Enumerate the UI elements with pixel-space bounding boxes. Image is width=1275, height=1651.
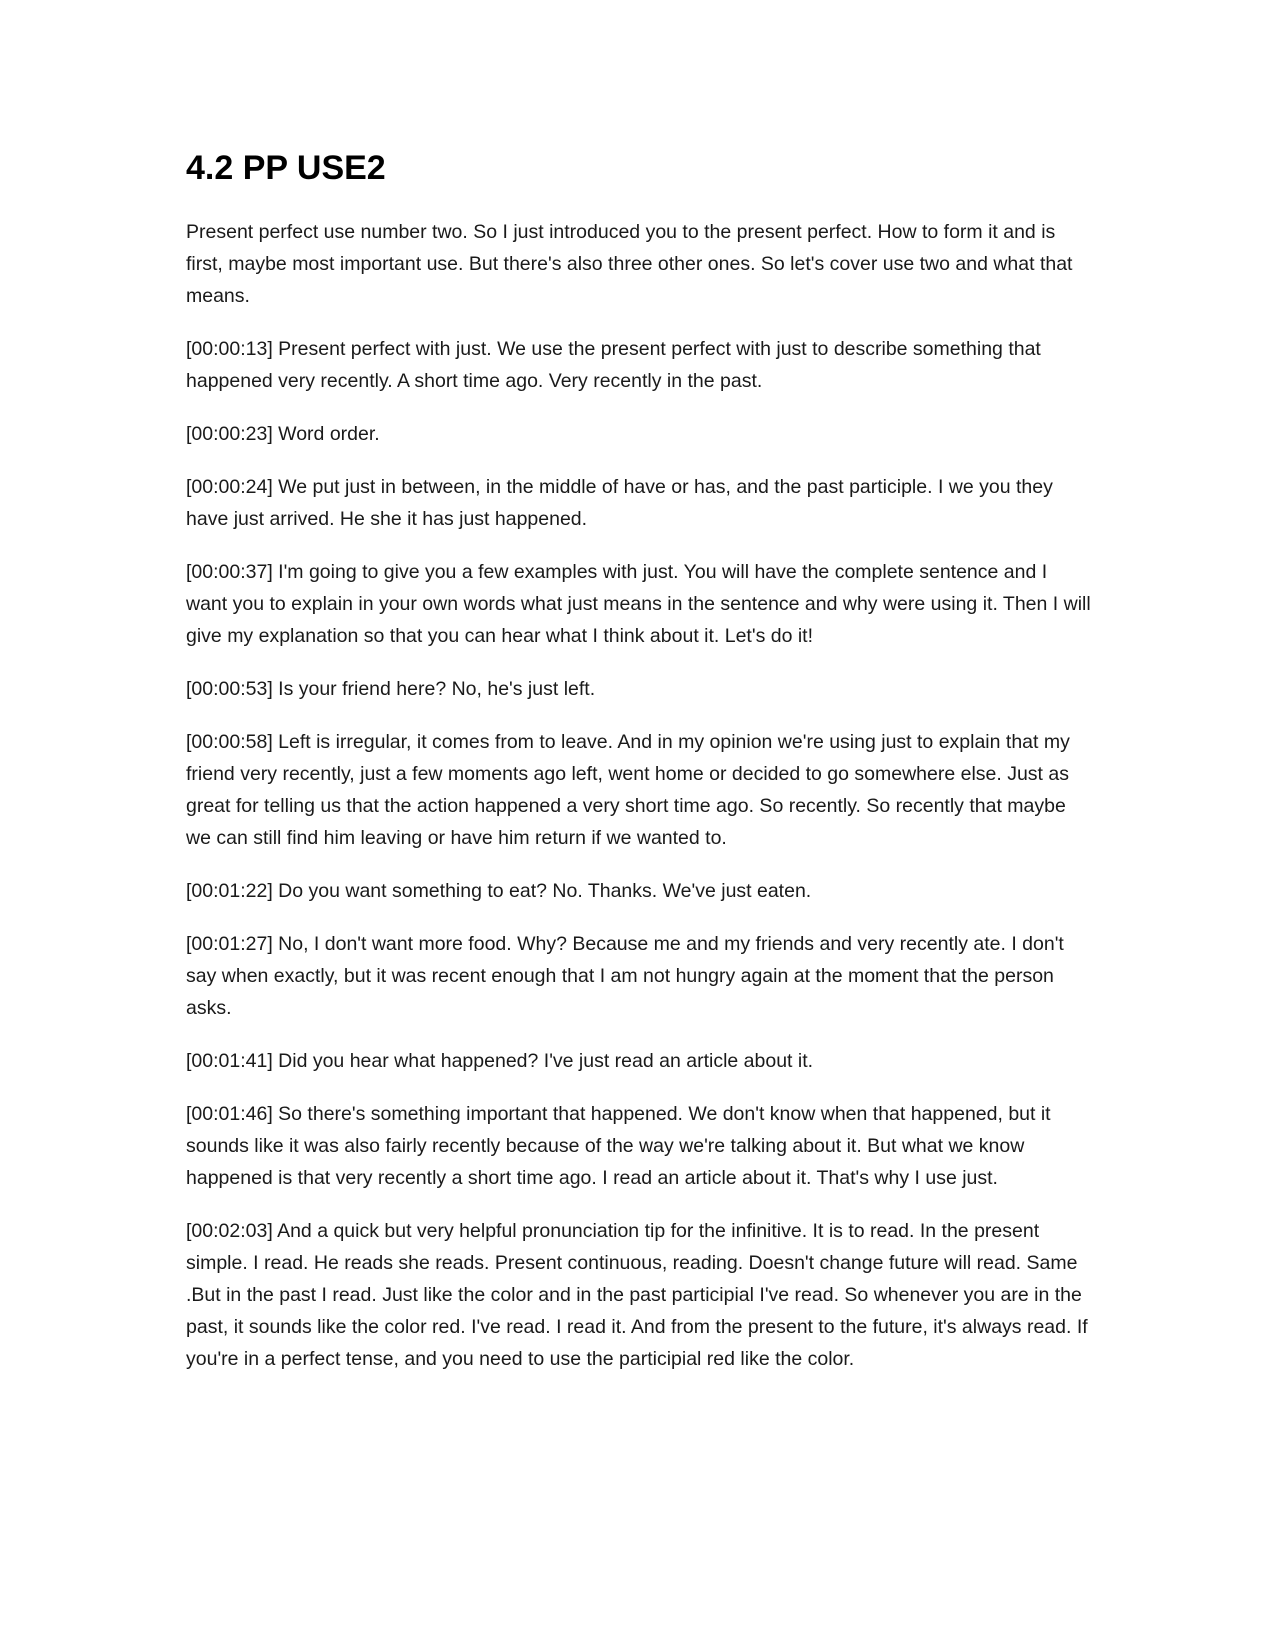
paragraph: [00:00:58] Left is irregular, it comes from to leave. And in my opinion we're using just to explain that my friend very recently, just a few moments ago left, went home or decided to go somewhere else. Just as great for telling us that the action happened a very short time ago. So recently. So recently that maybe we can still find him leaving or have him return if we wanted to. — [186, 731, 1070, 849]
document-title: 4.2 PP USE2 — [186, 149, 386, 187]
paragraph: [00:01:22] Do you want something to eat? No. Thanks. We've just eaten. — [186, 880, 812, 902]
paragraph: [00:00:23] Word order. — [186, 423, 380, 445]
paragraph: [00:02:03] And a quick but very helpful pronunciation tip for the infinitive. It is to read. In the present simple. I read. He reads she reads. Present continuous, reading. Doesn't change future will read. Same .But in the past I read. Just like the color and in the past participial I've read. So whenever you are in the past, it sounds like the color red. I've read. I read it. And from the present to the future, it's always read. If you're in a perfect tense, and you need to use the participial red like the color. — [186, 1220, 1088, 1370]
document-page — [186, 148, 1091, 1396]
paragraph: [00:00:37] I'm going to give you a few examples with just. You will have the complete sentence and I want you to explain in your own words what just means in the sentence and why were using it. Then I will give my explanation so that you can hear what I think about it. Let's do it! — [186, 561, 1091, 647]
paragraph: [00:01:41] Did you hear what happened? I've just read an article about it. — [186, 1050, 814, 1072]
paragraph: [00:00:13] Present perfect with just. We use the present perfect with just to describe something that happened very recently. A short time ago. Very recently in the past. — [186, 338, 1041, 392]
paragraph: [00:00:53] Is your friend here? No, he's just left. — [186, 678, 596, 700]
paragraph: [00:01:27] No, I don't want more food. Why? Because me and my friends and very recently ate. I don't say when exactly, but it was recent enough that I am not hungry again at the moment that the person asks. — [186, 933, 1064, 1019]
paragraph: [00:01:46] So there's something important that happened. We don't know when that happened, but it sounds like it was also fairly recently because of the way we're talking about it. But what we know happened is that very recently a short time ago. I read an article about it. That's why I use just. — [186, 1103, 1051, 1189]
paragraph-intro: Present perfect use number two. So I just introduced you to the present perfect. How to form it and is first, maybe most important use. But there's also three other ones. So let's cover use two and what that means. — [186, 221, 1073, 307]
paragraph: [00:00:24] We put just in between, in the middle of have or has, and the past participle. I we you they have just arrived. He she it has just happened. — [186, 476, 1053, 530]
